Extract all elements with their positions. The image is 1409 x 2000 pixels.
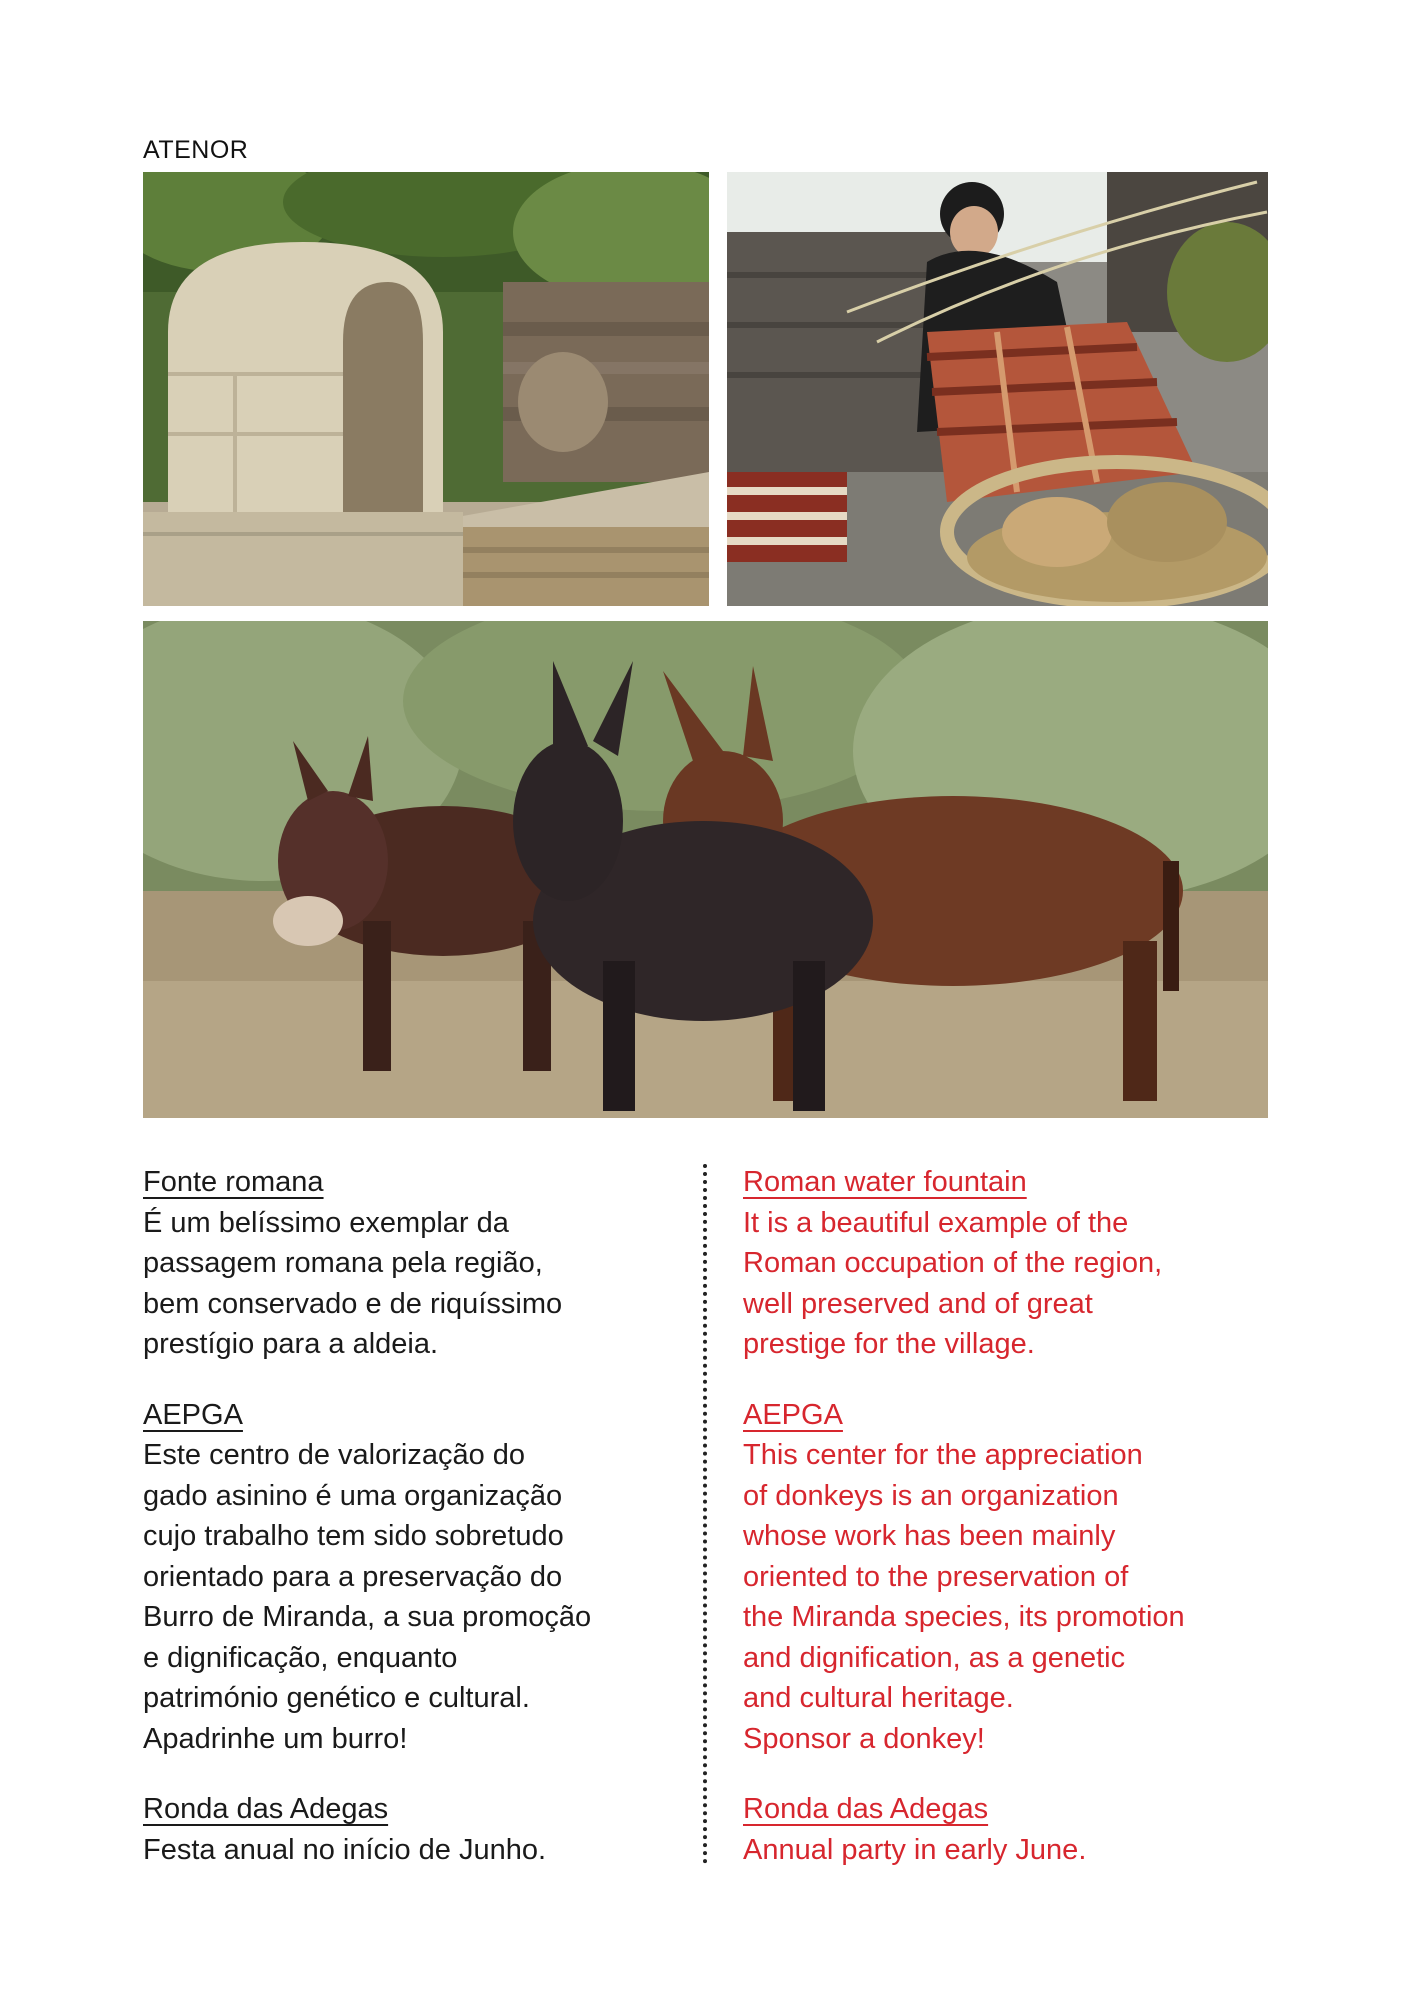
portuguese-column — [143, 1162, 703, 1900]
pt-aepga-section — [143, 1395, 703, 1760]
en-aepga-line: and dignification, as a genetic — [743, 1641, 1126, 1674]
english-column — [743, 1162, 1283, 1900]
en-fountain-line: Roman occupation of the region, — [743, 1247, 1163, 1279]
en-aepga-line: Sponsor a donkey! — [743, 1722, 985, 1755]
donkeys-illustration — [143, 621, 1268, 1118]
pt-fountain-line: É um belíssimo exemplar da — [143, 1206, 509, 1239]
en-aepga-section — [743, 1395, 1283, 1760]
pt-aepga-line: gado asinino é uma organização — [143, 1479, 563, 1512]
pt-ronda-line: Festa anual no início de Junho. — [143, 1833, 547, 1866]
pt-fountain-section — [143, 1162, 703, 1365]
basket-weaving-photo — [727, 172, 1268, 606]
basket-weaving-illustration — [727, 172, 1268, 606]
en-aepga-line: and cultural heritage. — [743, 1682, 1014, 1714]
pt-aepga-line: Apadrinhe um burro! — [143, 1722, 408, 1755]
en-aepga-line: whose work has been mainly — [743, 1520, 1116, 1552]
fountain-photo — [143, 172, 709, 606]
fountain-illustration — [143, 172, 709, 606]
en-fountain-section — [743, 1162, 1283, 1365]
pt-aepga-line: Este centro de valorização do — [143, 1439, 526, 1471]
column-divider — [703, 1164, 707, 1864]
en-fountain-line: well preserved and of great — [743, 1287, 1093, 1320]
en-ronda-line: Annual party in early June. — [743, 1833, 1087, 1866]
pt-aepga-heading: AEPGA — [143, 1398, 243, 1431]
pt-fountain-line: bem conservado e de riquíssimo — [143, 1287, 563, 1320]
pt-aepga-line: património genético e cultural. — [143, 1682, 530, 1714]
en-fountain-line: prestige for the village. — [743, 1328, 1035, 1360]
pt-ronda-heading: Ronda das Adegas — [143, 1793, 389, 1825]
en-aepga-line: This center for the appreciation — [743, 1439, 1143, 1471]
en-fountain-line: It is a beautiful example of the — [743, 1206, 1129, 1239]
en-aepga-line: oriented to the preservation of — [743, 1560, 1129, 1593]
pt-aepga-line: e dignificação, enquanto — [143, 1641, 458, 1674]
en-ronda-section — [743, 1789, 1283, 1870]
en-fountain-heading: Roman water fountain — [743, 1166, 1027, 1198]
en-aepga-line: the Miranda species, its promotion — [743, 1601, 1185, 1633]
en-aepga-heading: AEPGA — [743, 1398, 843, 1431]
en-ronda-heading: Ronda das Adegas — [743, 1793, 989, 1825]
pt-aepga-line: orientado para a preservação do — [143, 1560, 563, 1593]
pt-fountain-line: prestígio para a aldeia. — [143, 1328, 439, 1360]
pt-fountain-heading: Fonte romana — [143, 1166, 324, 1198]
pt-ronda-section — [143, 1789, 703, 1870]
pt-aepga-line: Burro de Miranda, a sua promoção — [143, 1601, 592, 1633]
pt-aepga-line: cujo trabalho tem sido sobretudo — [143, 1520, 564, 1552]
pt-fountain-line: passagem romana pela região, — [143, 1247, 543, 1279]
donkeys-photo — [143, 621, 1268, 1118]
en-aepga-line: of donkeys is an organization — [743, 1479, 1119, 1512]
page-label: ATENOR — [143, 136, 249, 164]
